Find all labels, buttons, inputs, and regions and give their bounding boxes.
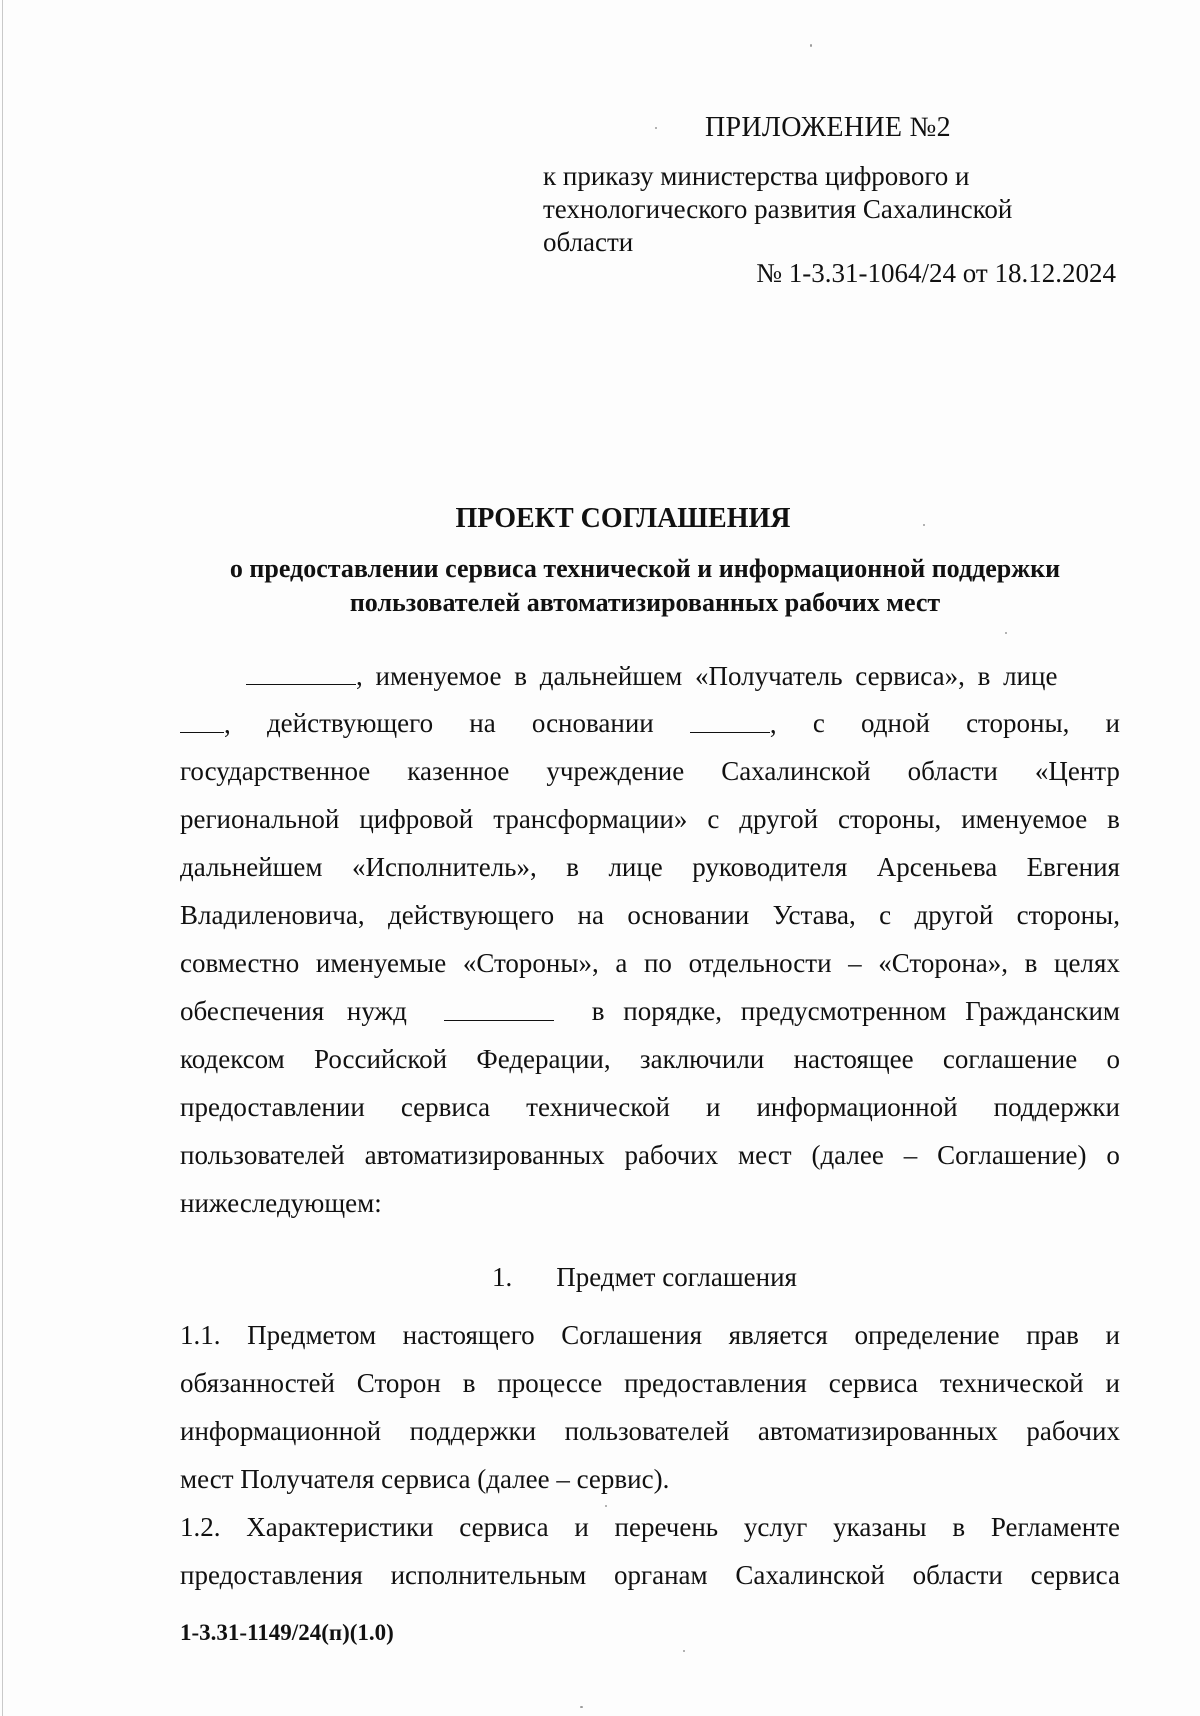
section-title: Предмет соглашения — [556, 1262, 797, 1292]
scan-edge — [2, 0, 3, 1716]
paragraph-line — [180, 996, 1120, 1030]
paragraph-line: совместно именуемые «Стороны», а по отдельности – «Сторона», в целях — [180, 948, 1120, 978]
paragraph-line — [180, 708, 1120, 742]
appendix-reference — [543, 160, 1063, 259]
line-word-group — [690, 708, 777, 742]
appendix-line: к приказу министерства цифрового и — [543, 161, 970, 191]
paragraph-line: государственное казенное учреждение Сахалинской области «Центр — [180, 756, 1120, 786]
scan-speck — [683, 1650, 685, 1652]
clause-line: мест Получателя сервиса (далее – сервис). — [180, 1464, 670, 1494]
appendix-line: технологического развития Сахалинской — [543, 194, 1013, 224]
subtitle-line: пользователей автоматизированных рабочих мест — [349, 588, 941, 617]
scan-speck — [580, 1706, 583, 1708]
blank-field — [444, 996, 554, 1021]
line-text: стороны, — [966, 708, 1070, 738]
appendix-line: области — [543, 227, 634, 257]
line-text: и — [1105, 708, 1120, 738]
order-number: № 1-3.31-1064/24 от 18.12.2024 — [756, 258, 1116, 288]
line-text: , именуемое в дальнейшем «Получатель сервиса», в лице — [356, 661, 1058, 691]
document-code: 1-3.31-1149/24(п)(1.0) — [180, 1620, 394, 1645]
scan-speck — [810, 44, 812, 47]
blank-field — [246, 660, 356, 685]
line-word-group — [180, 708, 231, 742]
paragraph-line: дальнейшем «Исполнитель», в лице руководителя Арсеньева Евгения — [180, 852, 1120, 882]
document-subtitle — [180, 552, 1110, 620]
scan-speck — [1005, 632, 1007, 634]
paragraph-line: региональной цифровой трансформации» с другой стороны, именуемое в — [180, 804, 1120, 834]
appendix-title: ПРИЛОЖЕНИЕ №2 — [705, 112, 951, 143]
line-text: действующего — [266, 708, 434, 738]
paragraph-line: нижеследующем: — [180, 1188, 382, 1218]
clause-line: предоставления исполнительным органам Сахалинской области сервиса — [180, 1560, 1120, 1590]
blank-field — [180, 708, 224, 733]
paragraph-line: предоставлении сервиса технической и информационной поддержки — [180, 1092, 1120, 1122]
paragraph-line: кодексом Российской Федерации, заключили настоящее соглашение о — [180, 1044, 1120, 1074]
line-text: одной — [861, 708, 930, 738]
clause-line: информационной поддержки пользователей автоматизированных рабочих — [180, 1416, 1120, 1446]
blank-field — [690, 708, 770, 733]
line-text: в порядке, предусмотренном Гражданским — [591, 996, 1120, 1026]
line-text: основании — [531, 708, 654, 738]
scan-speck — [605, 1505, 607, 1507]
paragraph-line: пользователей автоматизированных рабочих мест (далее – Соглашение) о — [180, 1140, 1120, 1170]
paragraph-line: Владиленовича, действующего на основании Устава, с другой стороны, — [180, 900, 1120, 930]
line-text: , — [769, 709, 777, 739]
paragraph-line — [180, 660, 1120, 694]
line-text: , — [224, 709, 231, 739]
line-text: на — [469, 708, 496, 738]
scan-speck — [923, 524, 925, 526]
line-text: с — [812, 708, 825, 738]
clause-line: 1.1. Предметом настоящего Соглашения является определение прав и — [180, 1320, 1120, 1350]
scan-speck — [655, 127, 657, 129]
section-heading — [492, 1262, 797, 1293]
document-title: ПРОЕКТ СОГЛАШЕНИЯ — [455, 503, 791, 534]
section-number: 1. — [492, 1262, 513, 1292]
subtitle-line: о предоставлении сервиса технической и информационной поддержки — [229, 554, 1061, 583]
line-text: обеспечения нужд — [180, 996, 407, 1026]
clause-line: обязанностей Сторон в процессе предоставления сервиса технической и — [180, 1368, 1120, 1398]
clause-line: 1.2. Характеристики сервиса и перечень услуг указаны в Регламенте — [180, 1512, 1120, 1542]
